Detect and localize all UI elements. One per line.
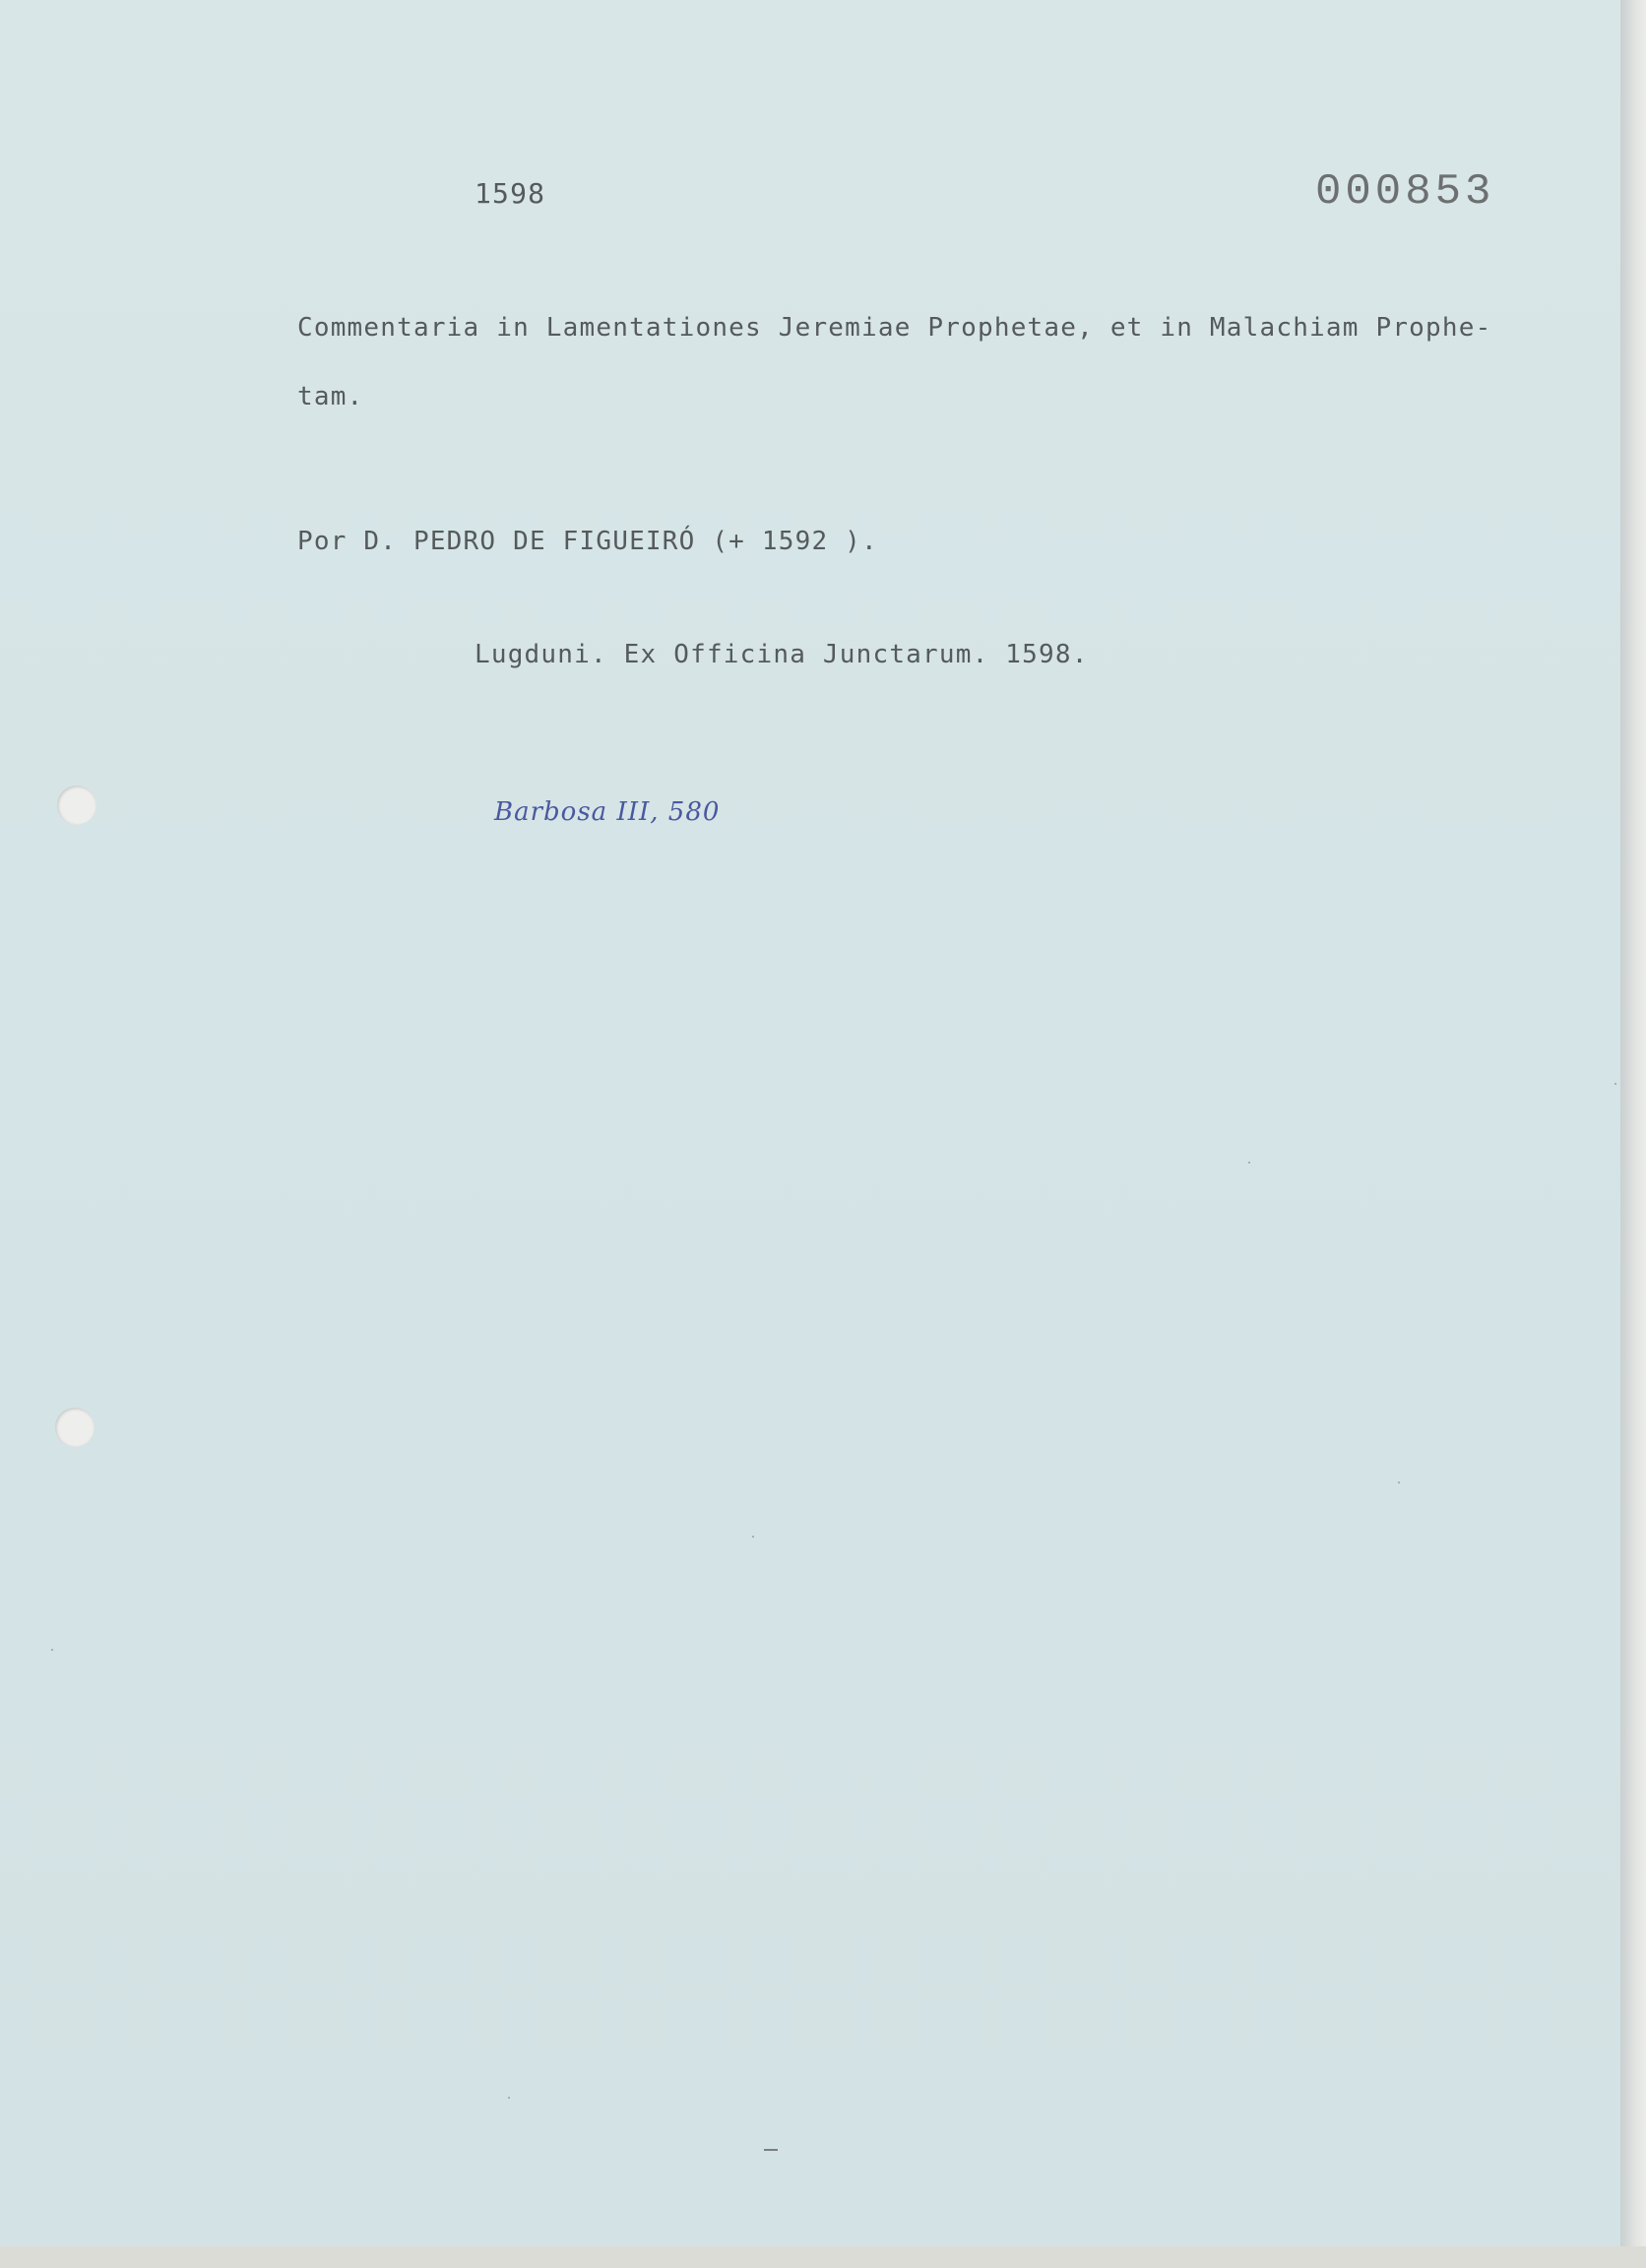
imprint-line: Lugduni. Ex Officina Junctarum. 1598. [475,640,1089,669]
title-line-1: Commentaria in Lamentationes Jeremiae Prophetae, et in Malachiam Prophe- [297,313,1492,343]
paper-speck [1248,1162,1250,1164]
serial-number-stamp: 000853 [1315,167,1495,217]
scan-edge-right [1620,0,1646,2268]
punch-hole-top [57,786,96,825]
paper-speck [1614,1083,1616,1085]
author-line: Por D. PEDRO DE FIGUEIRÓ (+ 1592 ). [297,527,878,556]
handwritten-reference: Barbosa III, 580 [494,797,721,827]
footer-mark [764,2149,778,2151]
title-line-2: tam. [297,382,364,411]
paper-speck [508,2097,510,2099]
scan-edge-bottom [0,2246,1646,2268]
year-label: 1598 [475,177,546,210]
paper-speck [752,1536,754,1538]
paper-speck [51,1649,53,1651]
paper-speck [1398,1481,1400,1483]
punch-hole-bottom [55,1408,95,1447]
